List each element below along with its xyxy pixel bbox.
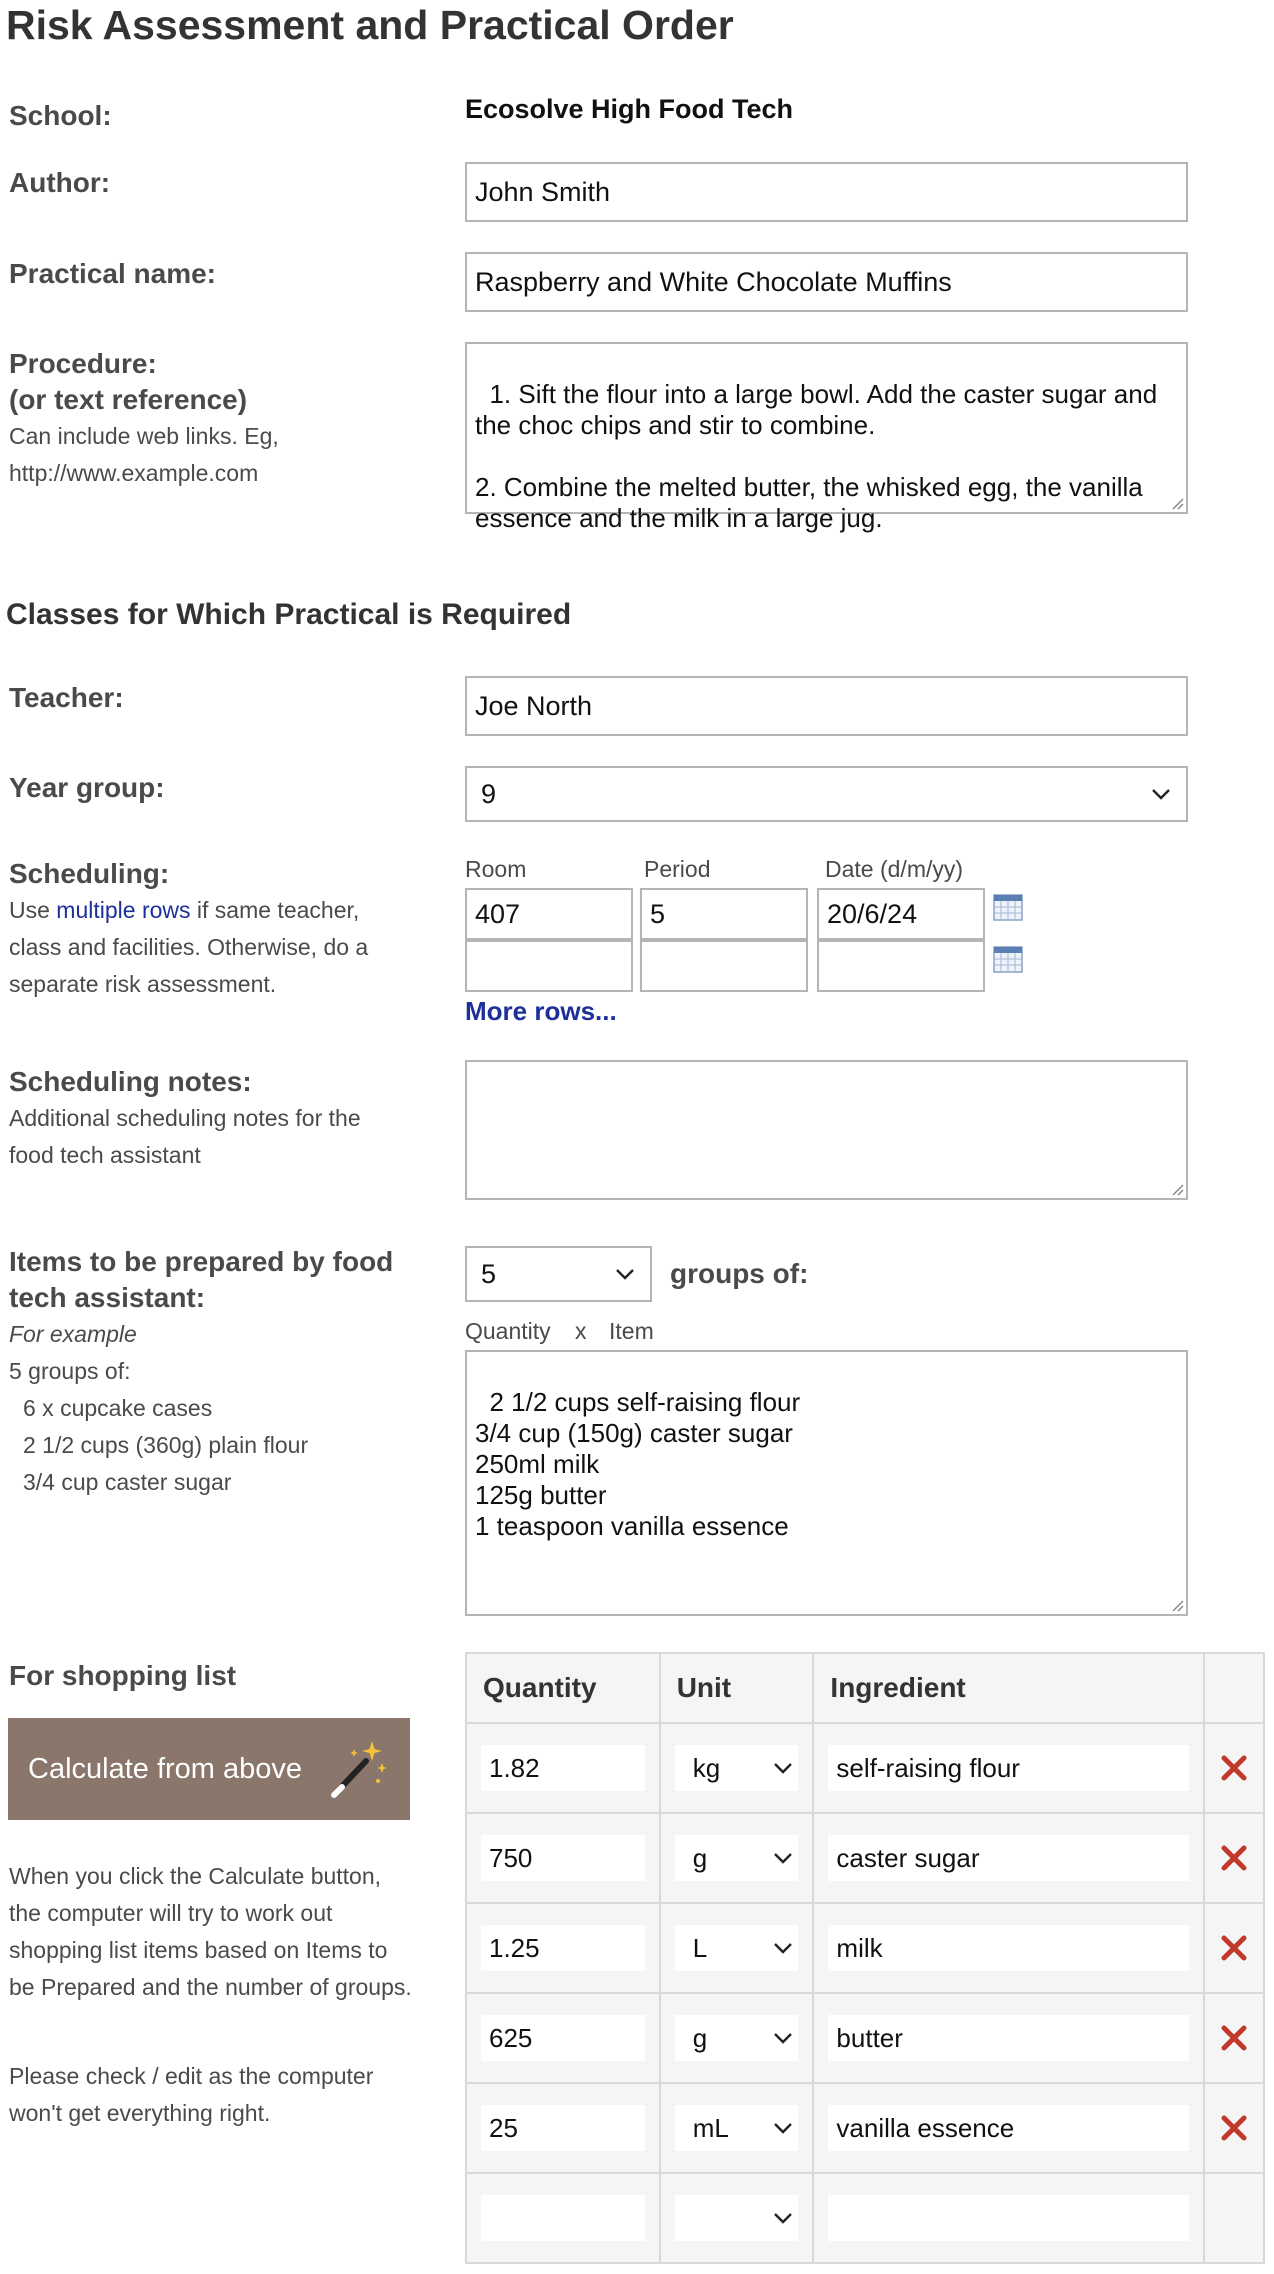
unit-select[interactable]: g <box>675 2015 799 2061</box>
practical-name-input[interactable]: Raspberry and White Chocolate Muffins <box>465 252 1188 312</box>
quantity-input[interactable]: 750 <box>481 1835 645 1881</box>
date-input-1[interactable]: 20/6/24 <box>817 888 985 940</box>
procedure-text: 1. Sift the flour into a large bowl. Add the caster sugar and the choc chips and stir to combine. 2. Combine the melted butter, the whisked egg, the vanilla essence and the milk in a large jug. <box>475 379 1158 533</box>
table-row <box>466 1813 1264 1903</box>
ingredient-header: Ingredient <box>813 1653 1204 1723</box>
date-column-label: Date (d/m/yy) <box>825 856 964 882</box>
scheduling-notes-textarea[interactable] <box>465 1060 1188 1200</box>
year-group-label: Year group: <box>9 772 165 803</box>
ingredient-input[interactable]: self-raising flour <box>828 1745 1189 1791</box>
quantity-input[interactable]: 25 <box>481 2105 645 2151</box>
period-column-label: Period <box>644 856 711 882</box>
practical-name-label: Practical name: <box>9 258 216 289</box>
table-row <box>466 1903 1264 1993</box>
ingredient-input[interactable]: vanilla essence <box>828 2105 1189 2151</box>
procedure-label-block <box>9 346 429 492</box>
example-line: 6 x cupcake cases <box>23 1395 213 1421</box>
delete-header <box>1204 1653 1264 1723</box>
ingredient-input[interactable] <box>828 2195 1189 2241</box>
items-label: Items to be prepared by food tech assistant: <box>9 1246 394 1313</box>
chevron-down-icon <box>772 2121 794 2135</box>
calculate-button-label: Calculate from above <box>28 1752 303 1785</box>
resize-grip-icon[interactable] <box>1168 1596 1184 1612</box>
ingredient-input[interactable]: butter <box>828 2015 1189 2061</box>
unit-select[interactable]: g <box>675 1835 799 1881</box>
teacher-input[interactable]: Joe North <box>465 676 1188 736</box>
author-label: Author: <box>9 167 111 198</box>
items-textarea[interactable] <box>465 1350 1188 1616</box>
example-title: For example <box>9 1321 137 1347</box>
calendar-icon[interactable] <box>993 893 1023 921</box>
delete-icon[interactable] <box>1219 1933 1249 1963</box>
delete-icon[interactable] <box>1219 1753 1249 1783</box>
unit-select[interactable]: mL <box>675 2105 799 2151</box>
item-column-label: Item <box>609 1318 654 1344</box>
shopping-help-2: Please check / edit as the computer won't get everything right. <box>9 2063 374 2126</box>
calendar-icon[interactable] <box>993 945 1023 973</box>
chevron-down-icon <box>772 2031 794 2045</box>
unit-header: Unit <box>660 1653 814 1723</box>
items-example <box>9 1316 429 1501</box>
groups-select[interactable] <box>465 1246 652 1302</box>
items-text: 2 1/2 cups self-raising flour 3/4 cup (150g) caster sugar 250ml milk 125g butter 1 teaspoon vanilla essence <box>475 1387 801 1541</box>
period-input-1[interactable]: 5 <box>640 888 808 940</box>
chevron-down-icon <box>614 1267 636 1281</box>
classes-section-title: Classes for Which Practical is Required <box>6 598 572 631</box>
school-value: Ecosolve High Food Tech <box>465 94 794 124</box>
example-line: 2 1/2 cups (360g) plain flour <box>23 1432 309 1458</box>
quantity-input[interactable]: 625 <box>481 2015 645 2061</box>
procedure-label: Procedure: <box>9 348 157 379</box>
scheduling-notes-help: Additional scheduling notes for the food tech assistant <box>9 1105 361 1168</box>
unit-select[interactable]: kg <box>675 1745 799 1791</box>
quantity-column-label: Quantity <box>465 1318 551 1344</box>
magic-wand-icon <box>326 1737 390 1801</box>
delete-icon[interactable] <box>1219 2023 1249 2053</box>
resize-grip-icon[interactable] <box>1168 1180 1184 1196</box>
chevron-down-icon <box>1150 787 1172 801</box>
quantity-input[interactable]: 1.82 <box>481 1745 645 1791</box>
year-group-value: 9 <box>481 778 497 809</box>
ingredient-input[interactable]: caster sugar <box>828 1835 1189 1881</box>
school-label: School: <box>9 100 112 131</box>
x-column-label: x <box>575 1318 587 1344</box>
chevron-down-icon <box>772 1761 794 1775</box>
procedure-help: Can include web links. Eg, http://www.example.com <box>9 423 279 486</box>
more-rows-link[interactable]: More rows... <box>465 996 617 1026</box>
chevron-down-icon <box>772 2211 794 2225</box>
table-row <box>466 2083 1264 2173</box>
table-row <box>466 2173 1264 2263</box>
quantity-header: Quantity <box>466 1653 660 1723</box>
room-input-1[interactable]: 407 <box>465 888 633 940</box>
chevron-down-icon <box>772 1851 794 1865</box>
unit-select[interactable]: L <box>675 1925 799 1971</box>
room-column-label: Room <box>465 856 527 882</box>
shopping-label: For shopping list <box>9 1660 237 1691</box>
quantity-input[interactable] <box>481 2195 645 2241</box>
page-title: Risk Assessment and Practical Order <box>6 2 734 48</box>
scheduling-help: Use multiple rows if same teacher, class and facilities. Otherwise, do a separate risk assessment. <box>9 897 369 997</box>
author-input[interactable]: John Smith <box>465 162 1188 222</box>
calculate-button[interactable] <box>8 1718 410 1820</box>
resize-grip-icon[interactable] <box>1168 494 1184 510</box>
quantity-input[interactable]: 1.25 <box>481 1925 645 1971</box>
example-line: 3/4 cup caster sugar <box>23 1469 232 1495</box>
scheduling-notes-label: Scheduling notes: <box>9 1066 252 1097</box>
multiple-rows-link[interactable]: multiple rows <box>56 897 191 923</box>
table-header-row <box>466 1653 1264 1723</box>
date-input-2[interactable] <box>817 940 985 992</box>
teacher-label: Teacher: <box>9 682 124 713</box>
period-input-2[interactable] <box>640 940 808 992</box>
delete-icon[interactable] <box>1219 1843 1249 1873</box>
empty-delete-cell <box>1204 2173 1264 2263</box>
year-group-select[interactable] <box>465 766 1188 822</box>
scheduling-label: Scheduling: <box>9 858 170 889</box>
procedure-sublabel: (or text reference) <box>9 384 248 415</box>
ingredient-input[interactable]: milk <box>828 1925 1189 1971</box>
table-row <box>466 1723 1264 1813</box>
procedure-textarea[interactable] <box>465 342 1188 533</box>
room-input-2[interactable] <box>465 940 633 992</box>
groups-value: 5 <box>481 1258 497 1289</box>
chevron-down-icon <box>772 1941 794 1955</box>
example-line: 5 groups of: <box>9 1358 131 1384</box>
groups-of-label: groups of: <box>670 1258 809 1289</box>
unit-select[interactable] <box>675 2195 799 2241</box>
table-row <box>466 1993 1264 2083</box>
shopping-list-table <box>465 1652 1265 2264</box>
delete-icon[interactable] <box>1219 2113 1249 2143</box>
shopping-help-1: When you click the Calculate button, the computer will try to work out shopping list items based on Items to be Prepared and the number of groups. <box>9 1863 412 2000</box>
